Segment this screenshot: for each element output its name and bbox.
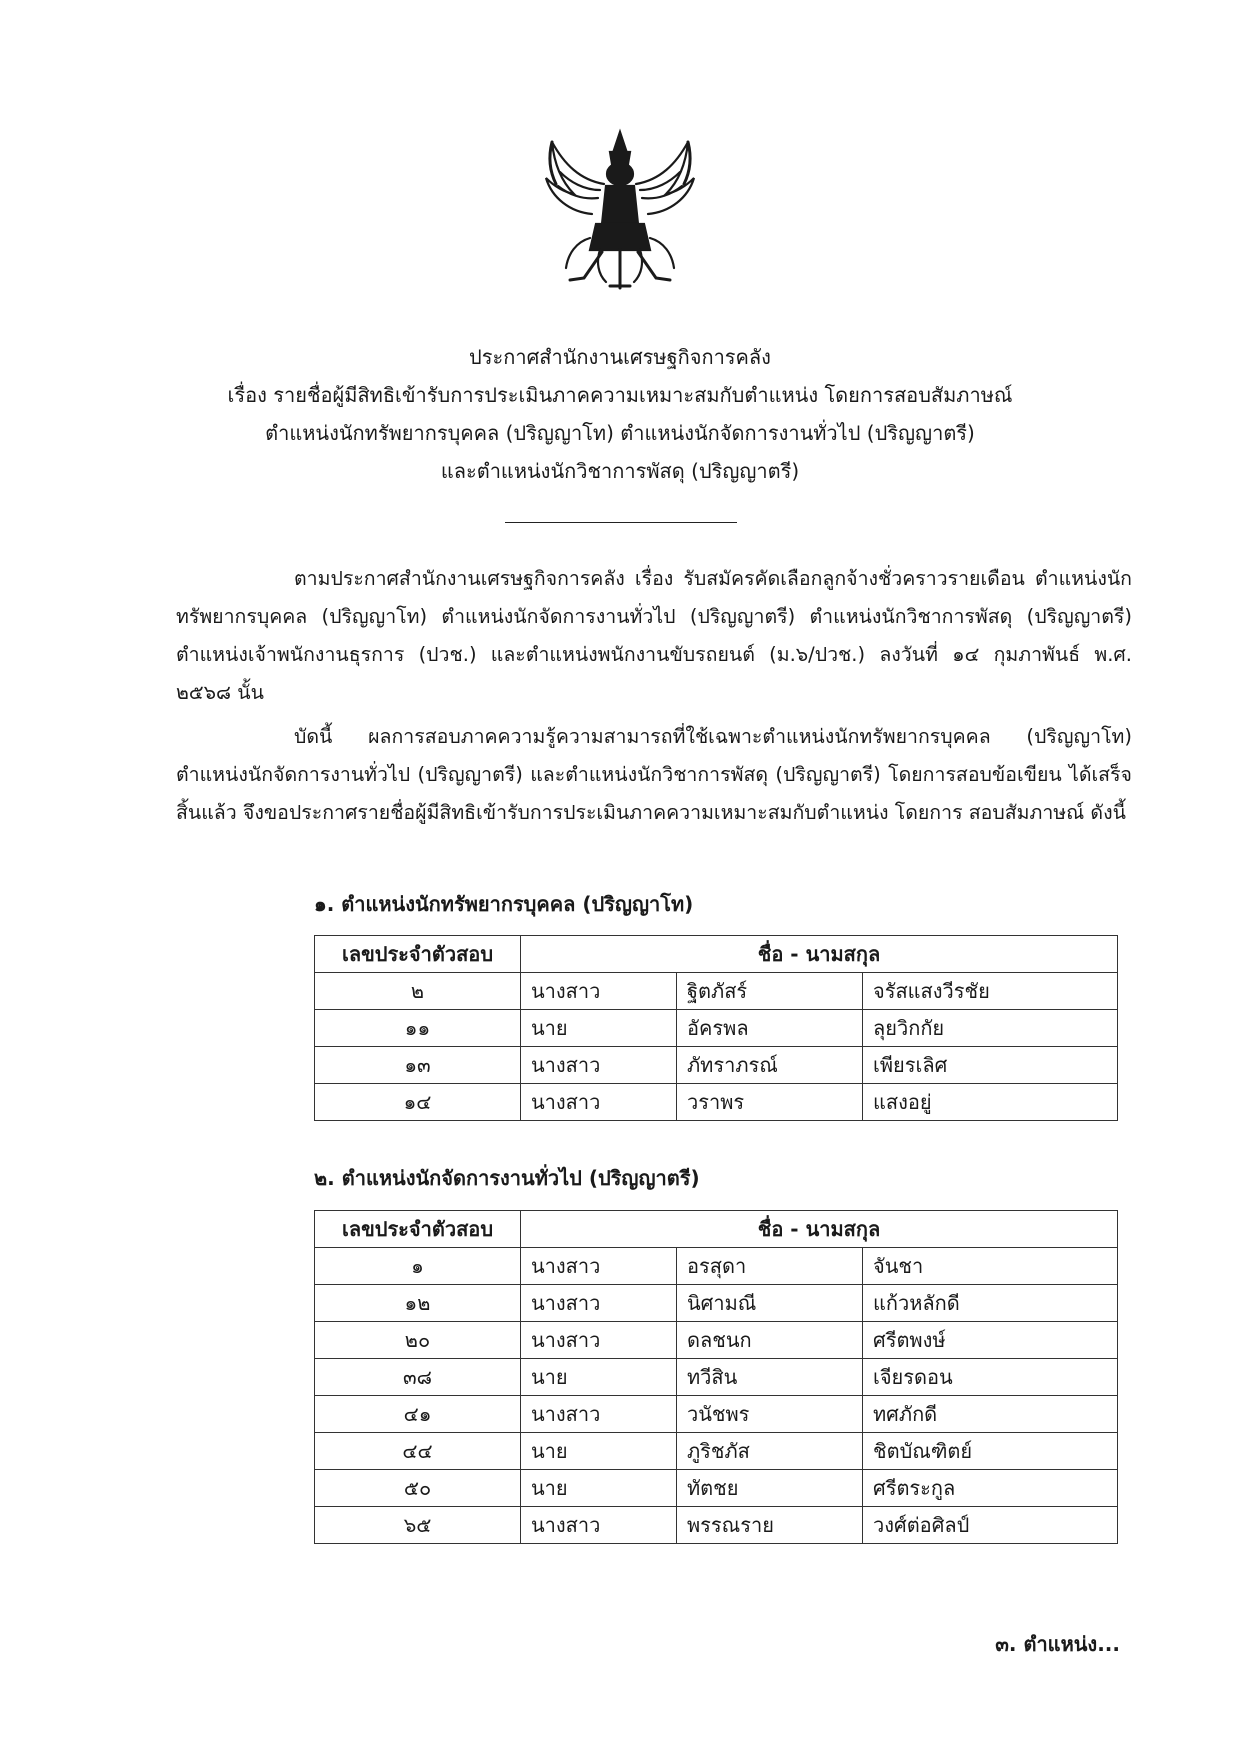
exam-id: ๑ [315,1248,521,1285]
exam-id: ๔๔ [315,1433,521,1470]
first-name: วนัชพร [677,1396,863,1433]
header-exam-id: เลขประจำตัวสอบ [315,936,521,973]
body-paragraph-1: ตามประกาศสำนักงานเศรษฐกิจการคลัง เรื่อง รับสมัครคัดเลือกลูกจ้างชั่วคราวรายเดือน ตำแหน่งนักทรัพยากรบุคคล (ปริญญาโท) ตำแหน่งนักจัดการงานทั่วไป (ปริญญาตรี) ตำแหน่งนักวิชาการพัสดุ (ปริญญาตรี) ตำแหน่งเจ้าพนักงานธุรการ (ปวช.) และตำแหน่งพนักงานขับรถยนต์ (ม.๖/ปวช.) ลงวันที่ ๑๔ กุมภาพันธ์ พ.ศ. ๒๕๖๘ นั้น [176,567,1132,704]
last-name: ศรีตระกูล [863,1470,1118,1507]
last-name: ทศภักดี [863,1396,1118,1433]
body-paragraph-2: บัดนี้ ผลการสอบภาคความรู้ความสามารถที่ใช้เฉพาะตำแหน่งนักทรัพยากรบุคคล (ปริญญาโท) ตำแหน่งนักจัดการงานทั่วไป (ปริญญาตรี) และตำแหน่งนักวิชาการพัสดุ (ปริญญาตรี) โดยการสอบข้อเขียน ได้เสร็จสิ้นแล้ว จึงขอประกาศรายชื่อผู้มีสิทธิเข้ารับการประเมินภาคความเหมาะสมกับตำแหน่ง โดยการ สอบสัมภาษณ์ ดังนี้ [176,725,1132,824]
exam-id: ๕๐ [315,1470,521,1507]
last-name: จันชา [863,1248,1118,1285]
exam-id: ๖๕ [315,1507,521,1544]
first-name: ภูริชภัส [677,1433,863,1470]
last-name: แสงอยู่ [863,1084,1118,1121]
announcement-title: ประกาศสำนักงานเศรษฐกิจการคลัง [469,345,771,369]
table-row [315,1322,1118,1359]
first-name: ทวีสิน [677,1359,863,1396]
page-continuation: ๓. ตำแหน่ง... [995,1632,1120,1656]
header-full-name: ชื่อ - นามสกุล [521,1211,1118,1248]
table-row [315,1507,1118,1544]
name-title: นางสาว [521,1248,677,1285]
name-title: นางสาว [521,1322,677,1359]
last-name: เจียรดอน [863,1359,1118,1396]
name-title: นางสาว [521,973,677,1010]
last-name: วงศ์ต่อศิลป์ [863,1507,1118,1544]
name-title: นางสาว [521,1507,677,1544]
header-divider [505,522,737,523]
exam-id: ๑๔ [315,1084,521,1121]
last-name: แก้วหลักดี [863,1285,1118,1322]
name-title: นางสาว [521,1047,677,1084]
last-name: จรัสแสงวีรชัย [863,973,1118,1010]
table-row [315,1396,1118,1433]
exam-id: ๑๑ [315,1010,521,1047]
name-title: นาย [521,1010,677,1047]
garuda-emblem-icon [540,128,700,296]
first-name: ภัทราภรณ์ [677,1047,863,1084]
first-name: ทัตชย [677,1470,863,1507]
table-row [315,1359,1118,1396]
announcement-subject-line3: และตำแหน่งนักวิชาการพัสดุ (ปริญญาตรี) [440,459,800,483]
last-name: ลุยวิกกัย [863,1010,1118,1047]
table-row [315,1084,1118,1121]
name-title: นาย [521,1470,677,1507]
first-name: วราพร [677,1084,863,1121]
name-title: นางสาว [521,1396,677,1433]
announcement-subject-line2: ตำแหน่งนักทรัพยากรบุคคล (ปริญญาโท) ตำแหน่งนักจัดการงานทั่วไป (ปริญญาตรี) [265,421,975,445]
table-row [315,1470,1118,1507]
table-row [315,1285,1118,1322]
exam-id: ๒๐ [315,1322,521,1359]
last-name: ชิตบัณฑิตย์ [863,1433,1118,1470]
table-row [315,1248,1118,1285]
section-2-title: ๒. ตำแหน่งนักจัดการงานทั่วไป (ปริญญาตรี) [314,1166,700,1190]
exam-id: ๑๒ [315,1285,521,1322]
last-name: ศรีตพงษ์ [863,1322,1118,1359]
last-name: เพียรเลิศ [863,1047,1118,1084]
name-title: นางสาว [521,1285,677,1322]
section-1-title: ๑. ตำแหน่งนักทรัพยากรบุคคล (ปริญญาโท) [314,892,694,916]
first-name: ฐิตภัสร์ [677,973,863,1010]
table-row [315,1047,1118,1084]
announcement-subject: เรื่อง รายชื่อผู้มีสิทธิเข้ารับการประเมินภาคความเหมาะสมกับตำแหน่ง โดยการสอบสัมภาษณ์ [227,383,1013,407]
header-exam-id: เลขประจำตัวสอบ [315,1211,521,1248]
table-header-row [315,936,1118,973]
section-1-table [314,935,1118,1121]
name-title: นาย [521,1359,677,1396]
table-row [315,1010,1118,1047]
first-name: อรสุดา [677,1248,863,1285]
first-name: ดลชนก [677,1322,863,1359]
exam-id: ๑๓ [315,1047,521,1084]
header-full-name: ชื่อ - นามสกุล [521,936,1118,973]
exam-id: ๓๘ [315,1359,521,1396]
table-row [315,973,1118,1010]
table-row [315,1433,1118,1470]
exam-id: ๔๑ [315,1396,521,1433]
exam-id: ๒ [315,973,521,1010]
first-name: พรรณราย [677,1507,863,1544]
section-2-table [314,1210,1118,1544]
first-name: อัครพล [677,1010,863,1047]
table-header-row [315,1211,1118,1248]
name-title: นาย [521,1433,677,1470]
first-name: นิศามณี [677,1285,863,1322]
name-title: นางสาว [521,1084,677,1121]
